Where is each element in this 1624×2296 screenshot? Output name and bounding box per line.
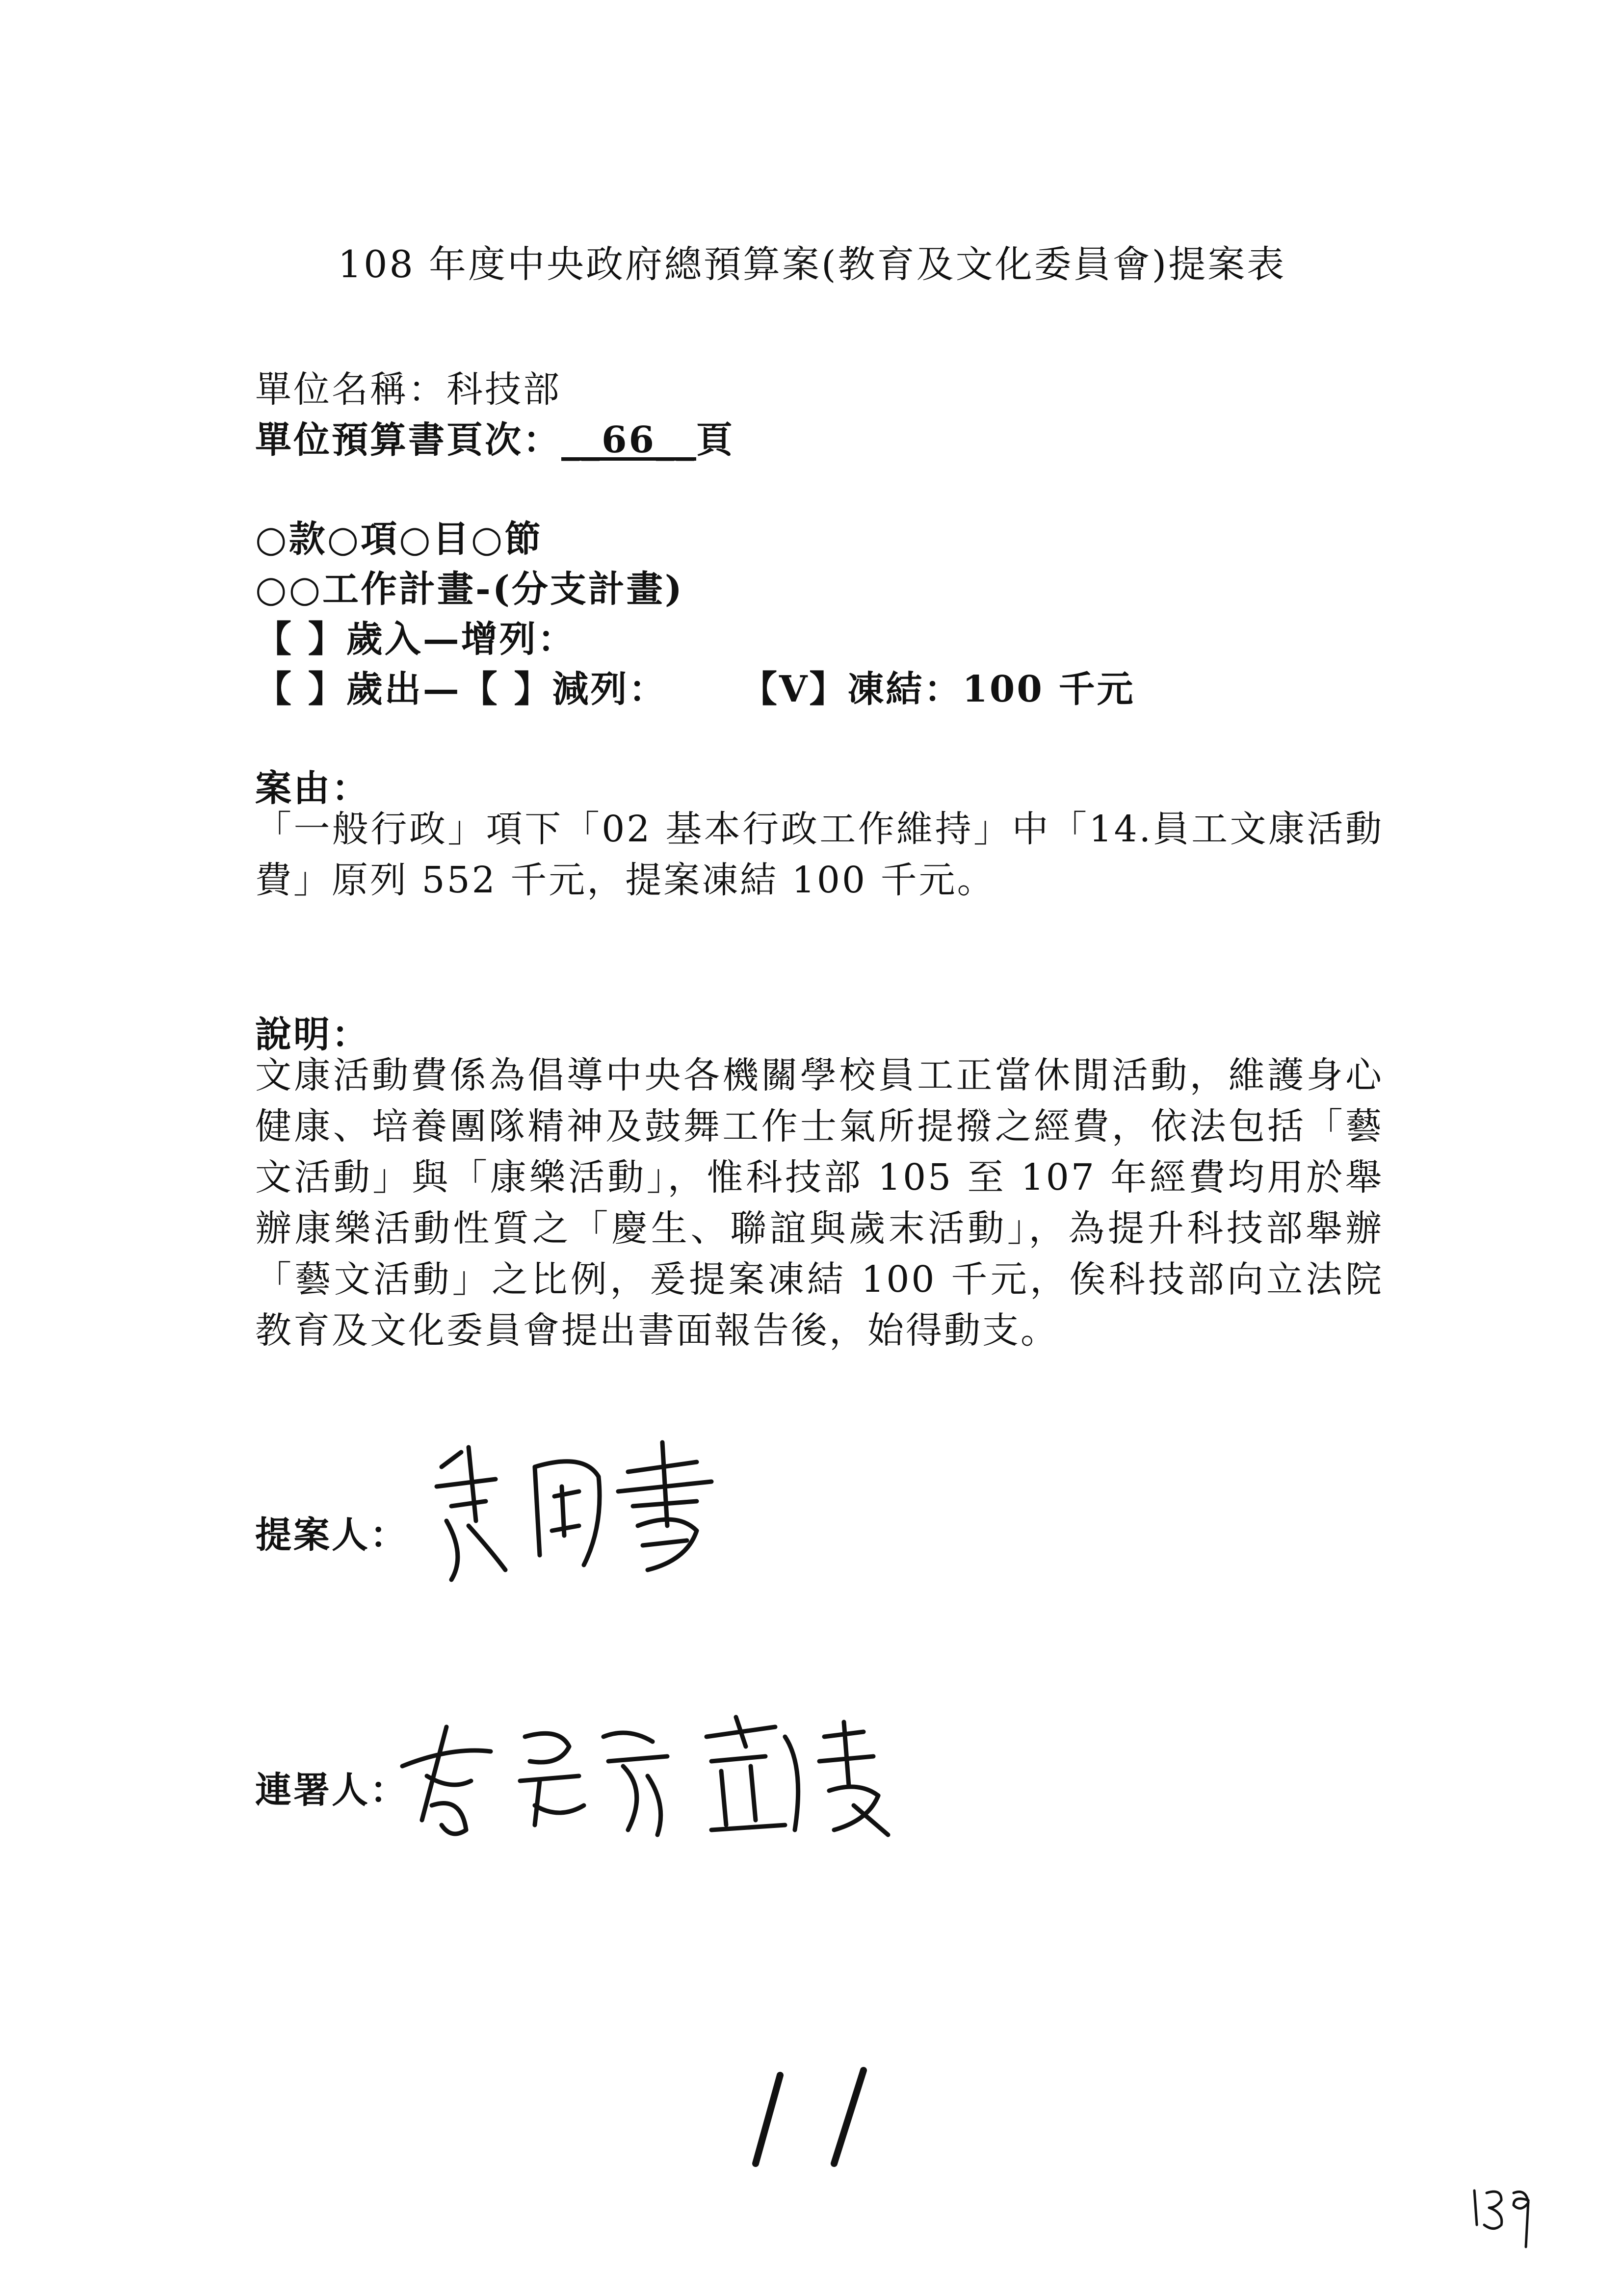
cause-text: 「一般行政」項下「02 基本行政工作維持」中「14.員工文康活動費」原列 552 千元，提案凍結 100 千元。 — [255, 808, 1384, 901]
work-plan-line: ○○工作計畫-(分支計畫) — [255, 568, 684, 610]
unit-page-label: 單位預算書頁次： — [255, 419, 561, 461]
cause-heading: 案由： — [255, 767, 370, 809]
unit-page-line — [255, 411, 734, 463]
proposer-label: 提案人： — [255, 1514, 408, 1556]
freeze-amount-line: 【V】凍結：100 千元 — [741, 668, 1135, 710]
revenue-increase-line: 【 】歲入—增列： — [255, 618, 576, 660]
unit-page-suffix: 頁 — [696, 419, 734, 461]
explanation-text: 文康活動費係為倡導中央各機關學校員工正當休閒活動，維護身心健康、培養團隊精神及鼓舞工作士氣所提撥之經費，依法包括「藝文活動」與「康樂活動」，惟科技部 105 至 107 年經費均用於舉辦康樂活動性質之「慶生、聯誼與歲末活動」，為提升科技部舉辦「藝文活動」之比例，爰提案凍結 100 千元，俟科技部向立法院教育及文化委員會提出書面報告後，始得動支。 — [255, 1054, 1384, 1352]
handwritten-mark — [736, 2061, 903, 2178]
explanation-heading: 說明： — [255, 1014, 370, 1056]
unit-name: 單位名稱：科技部 — [255, 368, 561, 411]
expense-decrease-line: 【 】歲出—【 】減列： — [255, 668, 667, 710]
proposer-signature — [422, 1433, 716, 1590]
budget-item-line: ○款○項○目○節 — [255, 518, 543, 560]
cosigner-label: 連署人： — [255, 1769, 408, 1811]
document-title: 108 年度中央政府總預算案(教育及文化委員會)提案表 — [338, 242, 1286, 286]
cosigner-signatures — [393, 1707, 1001, 1845]
unit-page-number: __66__ — [561, 419, 696, 461]
page-number-annotation — [1467, 2178, 1541, 2252]
